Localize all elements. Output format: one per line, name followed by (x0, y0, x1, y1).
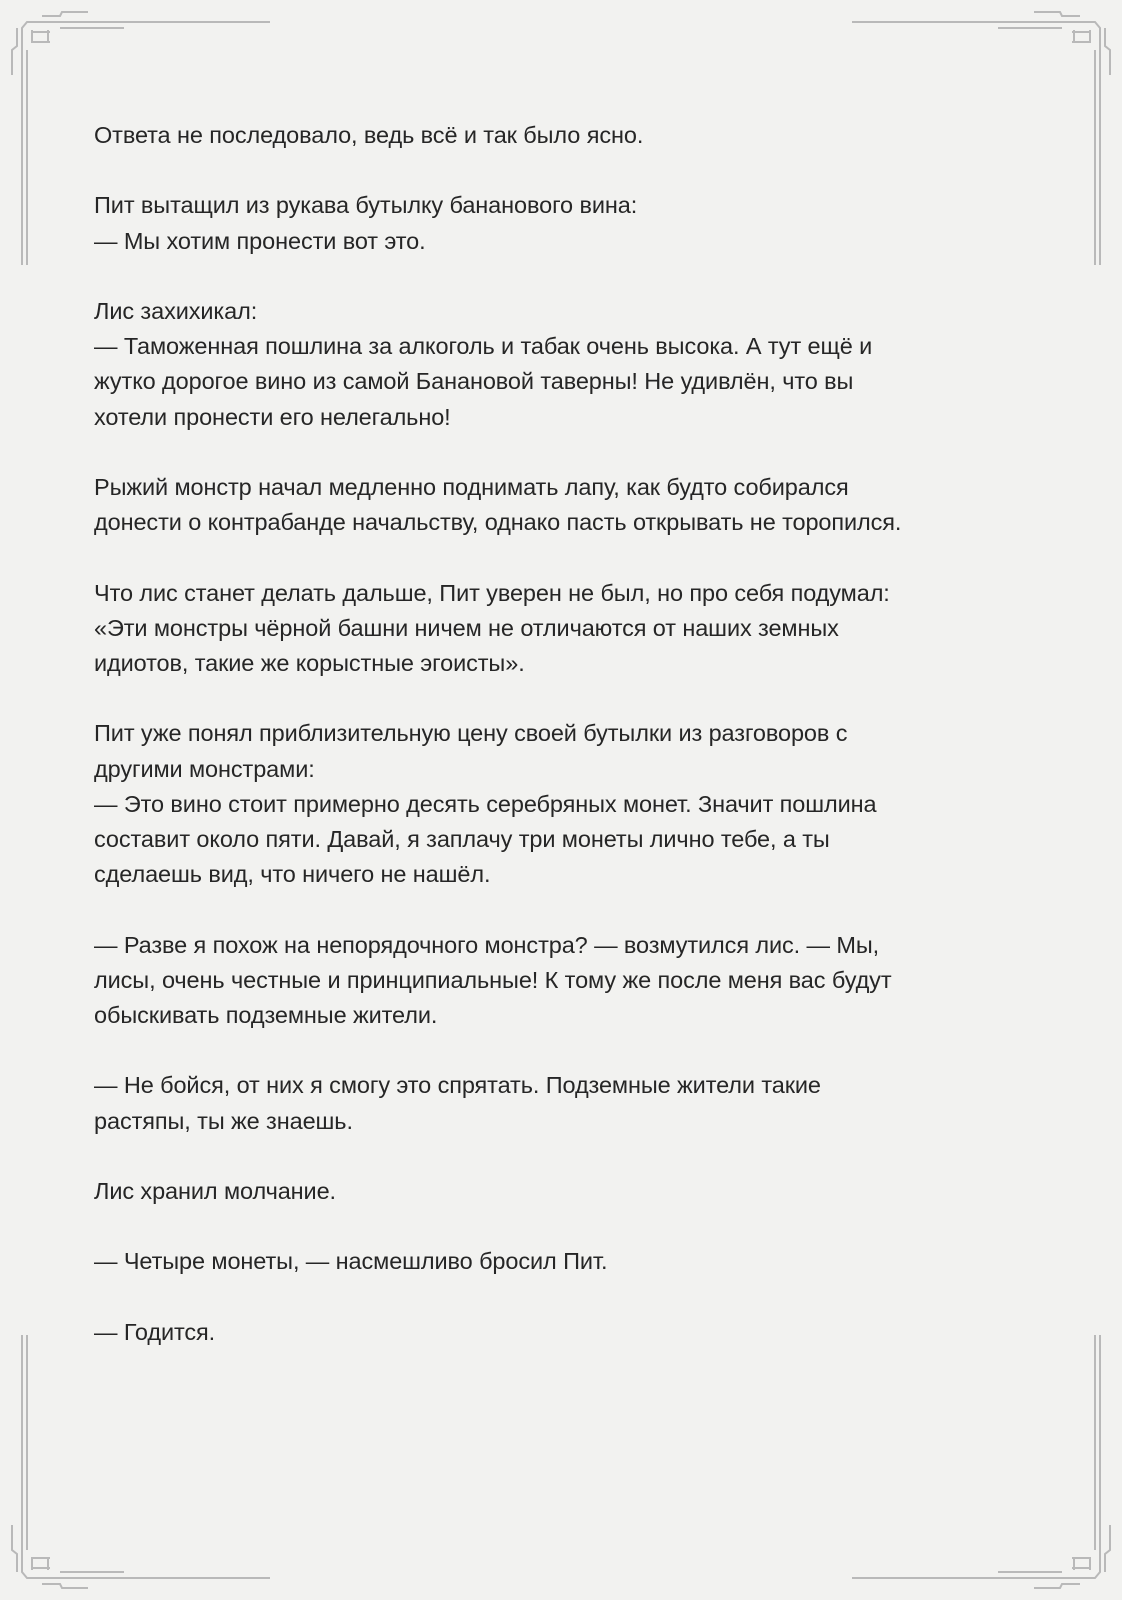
text-line: Пит уже понял приблизительную цену своей бутылки из разговоров с (94, 720, 848, 747)
text-line: — Это вино стоит примерно десять серебряных монет. Значит пошлина (94, 790, 877, 817)
paragraph (94, 188, 1054, 258)
text-line: обыскивать подземные жители. (94, 1001, 438, 1028)
text-line: — Разве я похож на непорядочного монстра? — возмутился лис. — Мы, (94, 931, 880, 958)
paragraph (94, 1174, 1054, 1209)
text-line: «Эти монстры чёрной башни ничем не отличаются от наших земных (94, 614, 839, 641)
text-line: лисы, очень честные и принципиальные! К тому же после меня вас будут (94, 966, 892, 993)
text-line: — Мы хотим пронести вот это. (94, 227, 426, 254)
text-line: Что лис станет делать дальше, Пит уверен не был, но про себя подумал: (94, 579, 890, 606)
text-line: жутко дорогое вино из самой Банановой таверны! Не удивлён, что вы (94, 368, 854, 395)
text-line: — Четыре монеты, — насмешливо бросил Пит. (94, 1248, 608, 1275)
paragraph (94, 470, 1054, 540)
text-line: сделаешь вид, что ничего не нашёл. (94, 861, 491, 888)
text-line: — Годится. (94, 1318, 216, 1345)
paragraph (94, 576, 1054, 682)
text-line: Ответа не последовало, ведь всё и так было ясно. (94, 122, 644, 148)
paragraph (94, 928, 1054, 1034)
paragraph (94, 1244, 1054, 1279)
text-line: — Таможенная пошлина за алкоголь и табак очень высока. А тут ещё и (94, 333, 873, 360)
text-line: Рыжий монстр начал медленно поднимать лапу, как будто собирался (94, 473, 849, 500)
paragraph (94, 1315, 1054, 1350)
text-line: Пит вытащил из рукава бутылку бананового вина: (94, 192, 638, 219)
paragraph (94, 294, 1054, 435)
text-line: Лис хранил молчание. (94, 1177, 336, 1204)
text-line: хотели пронести его нелегально! (94, 403, 451, 430)
paragraph (94, 118, 1054, 153)
text-line: донести о контрабанде начальству, однако пасть открывать не торопился. (94, 509, 902, 536)
text-line: Лис захихикал: (94, 297, 258, 324)
paragraph (94, 716, 1054, 892)
text-line: составит около пяти. Давай, я заплачу три монеты лично тебе, а ты (94, 825, 830, 852)
text-line: другими монстрами: (94, 755, 315, 782)
text-line: — Не бойся, от них я смогу это спрятать. Подземные жители такие (94, 1072, 821, 1099)
text-line: идиотов, такие же корыстные эгоисты». (94, 649, 525, 676)
paragraph (94, 1068, 1054, 1138)
story-text (94, 118, 1054, 1385)
text-line: растяпы, ты же знаешь. (94, 1107, 353, 1134)
